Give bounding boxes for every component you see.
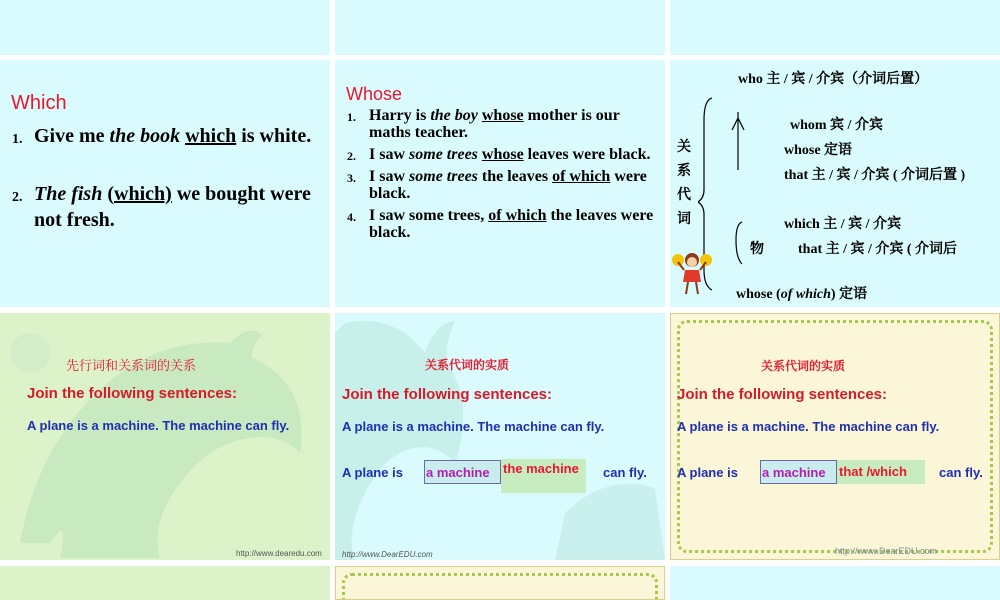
which-line: which 主 / 宾 / 介宾: [784, 217, 902, 232]
bottom-slide-1: [0, 566, 330, 600]
machine-box: a machine: [424, 460, 501, 484]
slide-join-2: [335, 313, 665, 560]
who-line: who 主 / 宾 / 介宾（介词后置）: [738, 72, 929, 87]
whose-line: whose 定语: [784, 143, 853, 158]
which-sentence-2: 2. The fish (which) we bought were not fresh.: [12, 183, 311, 231]
vine-frame: [677, 320, 993, 553]
whose-list: [347, 107, 659, 246]
bottom-slide-3: [670, 566, 1000, 600]
that-line-1: that 主 / 宾 / 介宾 ( 介词后置 ): [784, 168, 966, 183]
that-which-box: that /which: [837, 460, 925, 484]
machine-box: a machine: [760, 460, 837, 484]
instruction-text: Join the following sentences:: [342, 386, 553, 403]
vertical-label: 关 系 代 词: [677, 140, 691, 227]
top-slide-2: [335, 0, 665, 55]
wu-label: 物: [750, 242, 764, 257]
a-plane-is-text: A plane is: [342, 465, 403, 480]
sentence-number: 3.: [347, 171, 356, 185]
whose-heading: Whose: [346, 84, 403, 104]
the-machine-box: the machine: [501, 459, 586, 493]
footer-url: http://www.DearEDU.com: [835, 546, 938, 556]
footer-url: http://www.DearEDU.com: [342, 550, 433, 559]
whose-sentence: 1. Harry is the boy whose mother is our maths teacher.: [347, 107, 620, 141]
whom-line: whom 宾 / 介宾: [790, 118, 883, 133]
whose-sentence: 3. I saw some trees the leaves of which were black.: [347, 168, 647, 202]
slide-title: 关系代词的实质: [761, 359, 846, 373]
whose-sentence: 2. I saw some trees whose leaves were black.: [347, 146, 651, 163]
slide-join-3: [670, 313, 1000, 560]
that-line-2: that 主 / 宾 / 介宾 ( 介词后: [798, 242, 958, 257]
cartoon-girl-icon: [670, 250, 714, 298]
slide-join-1: [0, 313, 330, 560]
sentence-text: A plane is a machine. The machine can fly.: [342, 419, 605, 434]
whose-of-which-line: whose (of which) 定语: [736, 287, 868, 302]
slide-which: [0, 60, 330, 307]
slide-title: 先行词和关系词的关系: [66, 358, 197, 373]
sentence-number: 1.: [347, 110, 356, 124]
top-slide-3: [670, 0, 1000, 55]
top-slide-1: [0, 0, 330, 55]
sentence-text: A plane is a machine. The machine can fly.: [677, 419, 940, 434]
dolphin-icon: [335, 313, 665, 560]
can-fly-text: can fly.: [603, 465, 647, 480]
instruction-text: Join the following sentences:: [27, 385, 238, 402]
slide-relative-pronouns: [670, 60, 1000, 307]
slide-whose: [335, 60, 665, 307]
which-sentence-1: 1. Give me the book which is white.: [12, 125, 312, 147]
sentence-number: 4.: [347, 210, 356, 224]
sentence-text: A plane is a machine. The machine can fly.: [27, 418, 290, 433]
instruction-text: Join the following sentences:: [677, 386, 888, 403]
a-plane-is-text: A plane is: [677, 465, 738, 480]
slide-title: 关系代词的实质: [425, 358, 510, 372]
sentence-number: 2.: [347, 149, 356, 163]
dolphin-icon: [0, 313, 330, 560]
which-heading: Which: [11, 92, 67, 114]
footer-url: http://www.dearedu.com: [236, 549, 322, 558]
whose-sentence: 4. I saw some trees, of which the leaves were black.: [347, 207, 654, 241]
bottom-slide-2: [335, 566, 665, 600]
can-fly-text: can fly.: [939, 465, 983, 480]
